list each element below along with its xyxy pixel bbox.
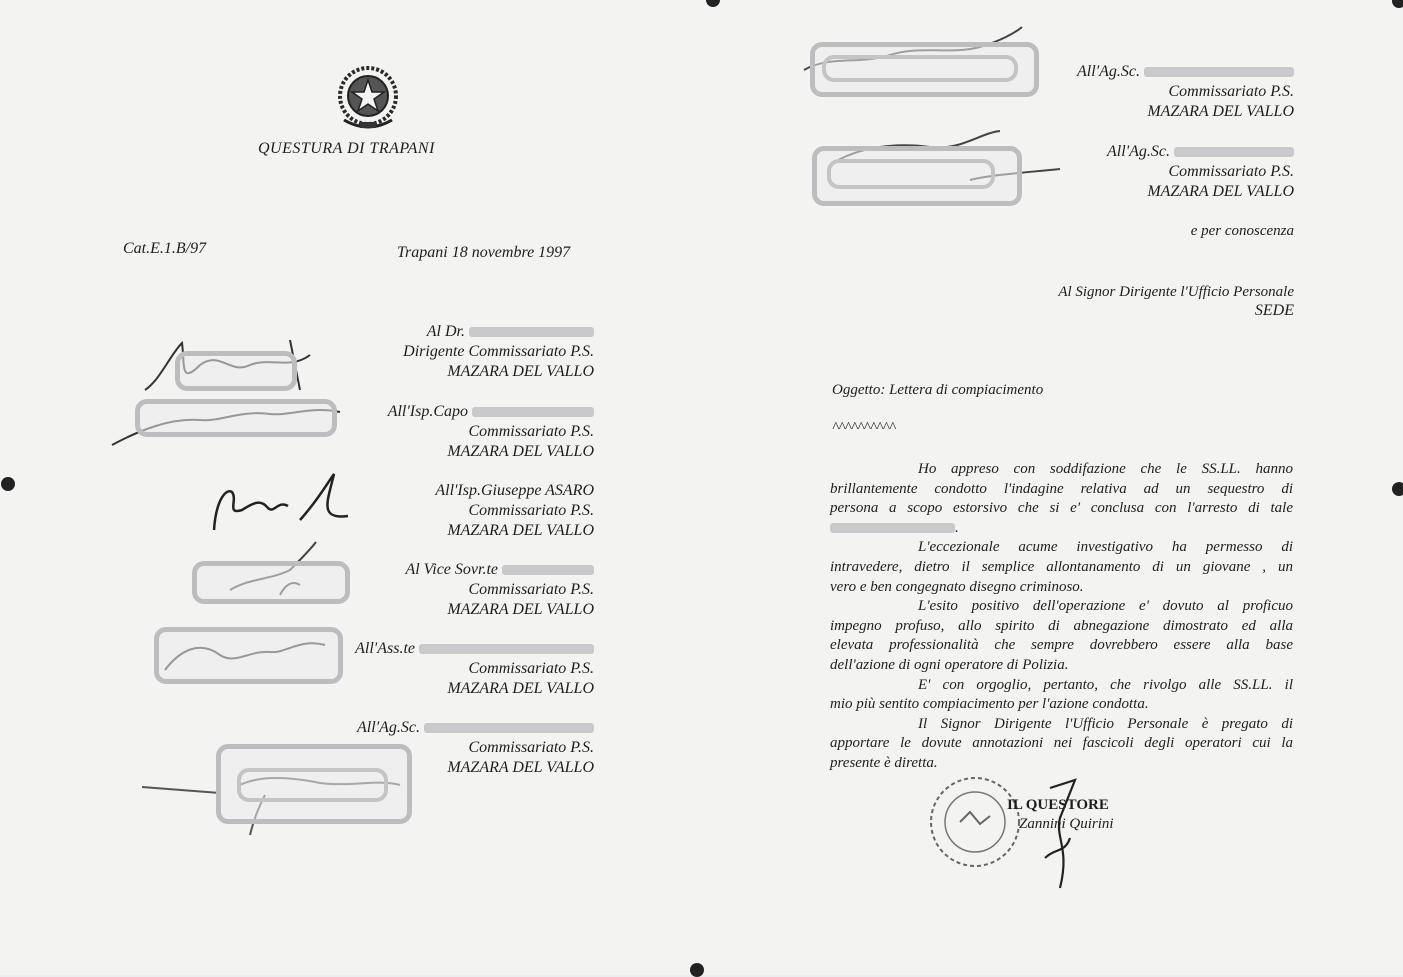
body-line: elevata professionalità che sempre dovrebbero essere alla base	[830, 637, 1293, 654]
recipient-title: All'Ag.Sc.	[1077, 63, 1140, 80]
signature-redaction-box	[822, 55, 1018, 82]
recipient-title: All'Ag.Sc.	[1107, 143, 1170, 160]
binder-hole-top-right	[1392, 0, 1403, 8]
cc-location: SEDE	[1254, 302, 1294, 319]
recipient-title: All'Isp.Capo	[387, 403, 468, 420]
recipient-office: Dirigente Commissariato P.S.	[403, 343, 594, 360]
recipient-title: All'Ass.te	[355, 640, 415, 657]
recipient-block	[300, 639, 594, 699]
body-line-redacted	[830, 519, 1293, 539]
recipient-city: MAZARA DEL VALLO	[1147, 103, 1294, 120]
signature-name: Zannini Quirini	[1019, 816, 1114, 832]
body-line: E' con orgoglio, pertanto, che rivolgo alle SS.LL. il	[918, 676, 1293, 693]
recipient-title: All'Isp.Giuseppe ASARO	[435, 482, 594, 499]
signature-title: IL QUESTORE	[1007, 797, 1109, 813]
redaction-bar	[469, 327, 594, 337]
recipient-block	[300, 322, 594, 382]
recipient-title: All'Ag.Sc.	[357, 719, 420, 736]
recipient-city: MAZARA DEL VALLO	[447, 443, 594, 460]
header-office: QUESTURA DI TRAPANI	[258, 140, 435, 157]
body-line: Ho appreso con soddifazione che le SS.LL. hanno	[918, 461, 1293, 477]
official-stamp-icon	[925, 772, 1025, 872]
recipient-title: Al Vice Sovr.te	[405, 561, 498, 578]
body-line: mio più sentito compiacimento per l'azione condotta.	[830, 696, 1149, 713]
recipient-office: Commissariato P.S.	[468, 660, 594, 677]
recipient-city: MAZARA DEL VALLO	[447, 759, 594, 776]
document-date: Trapani 18 novembre 1997	[397, 244, 571, 261]
body-line: presente è diretta.	[830, 754, 938, 771]
redaction-bar	[502, 565, 594, 575]
redaction-bar	[424, 723, 594, 733]
recipient-office: Commissariato P.S.	[468, 423, 594, 440]
redaction-bar	[1144, 67, 1294, 77]
binder-hole-right	[1392, 482, 1403, 496]
recipient-office: Commissariato P.S.	[468, 581, 594, 598]
recipient-city: MAZARA DEL VALLO	[447, 363, 594, 380]
body-line: Il Signor Dirigente l'Ufficio Personale è pregato di	[918, 715, 1293, 732]
handwritten-signature	[208, 470, 368, 535]
subject-line: Oggetto: Lettera di compiacimento	[832, 382, 1044, 398]
handwritten-signature	[1030, 778, 1090, 893]
recipient-office: Commissariato P.S.	[1168, 83, 1294, 100]
recipient-city: MAZARA DEL VALLO	[447, 680, 594, 697]
signature-redaction-box	[135, 399, 337, 437]
cc-label: e per conoscenza	[1190, 223, 1294, 239]
recipient-city: MAZARA DEL VALLO	[1147, 183, 1294, 200]
republic-emblem-icon	[330, 60, 406, 136]
body-line: intravedere, dietro il semplice allontanamento di un giovane , un	[830, 558, 1293, 575]
binder-hole-top-left	[1, 477, 15, 491]
recipient-office: Commissariato P.S.	[1168, 163, 1294, 180]
recipient-block	[1000, 62, 1294, 122]
separator: ^^^^^^^^^^	[832, 420, 896, 436]
recipient-office: Commissariato P.S.	[468, 739, 594, 756]
recipient-title: Al Dr.	[426, 323, 465, 340]
recipient-office: Commissariato P.S.	[468, 502, 594, 519]
body-line: L'esito positivo dell'operazione e' dovuto al proficuo	[918, 598, 1293, 615]
body-line: .	[955, 519, 959, 536]
body-line: impegno profuso, allo spirito di abnegazione dimostrato ed alla	[830, 617, 1293, 634]
binder-hole-top	[706, 0, 720, 7]
body-line: brillantemente condotto l'indagine relativa ad un sequestro di	[830, 480, 1293, 497]
signature-redaction-box	[237, 768, 388, 802]
body-line: dell'azione di ogni operatore di Polizia.	[830, 656, 1069, 673]
signature-redaction-box	[175, 351, 297, 391]
protocol-number: Cat.E.1.B/97	[123, 240, 207, 257]
recipient-city: MAZARA DEL VALLO	[447, 601, 594, 618]
redaction-bar	[419, 644, 594, 654]
recipient-city: MAZARA DEL VALLO	[447, 522, 594, 539]
signature-redaction-box	[192, 561, 350, 604]
body-line: vero e ben congegnato disegno criminoso.	[830, 578, 1084, 595]
body-line: persona a scopo estorsivo che si e' conclusa con l'arresto di tale	[830, 500, 1293, 517]
signature-redaction-box	[827, 159, 995, 189]
body-line: L'eccezionale acume investigativo ha permesso di	[918, 539, 1293, 556]
letter-body	[830, 460, 1293, 774]
cc-recipient: Al Signor Dirigente l'Ufficio Personale	[1058, 284, 1294, 300]
redaction-bar	[1174, 147, 1294, 157]
signature-redaction-box	[154, 627, 343, 684]
redaction-bar	[830, 523, 955, 533]
body-line: apportare le dovute annotazioni nei fascicoli degli operatori cui la	[830, 735, 1293, 752]
redaction-bar	[472, 407, 594, 417]
